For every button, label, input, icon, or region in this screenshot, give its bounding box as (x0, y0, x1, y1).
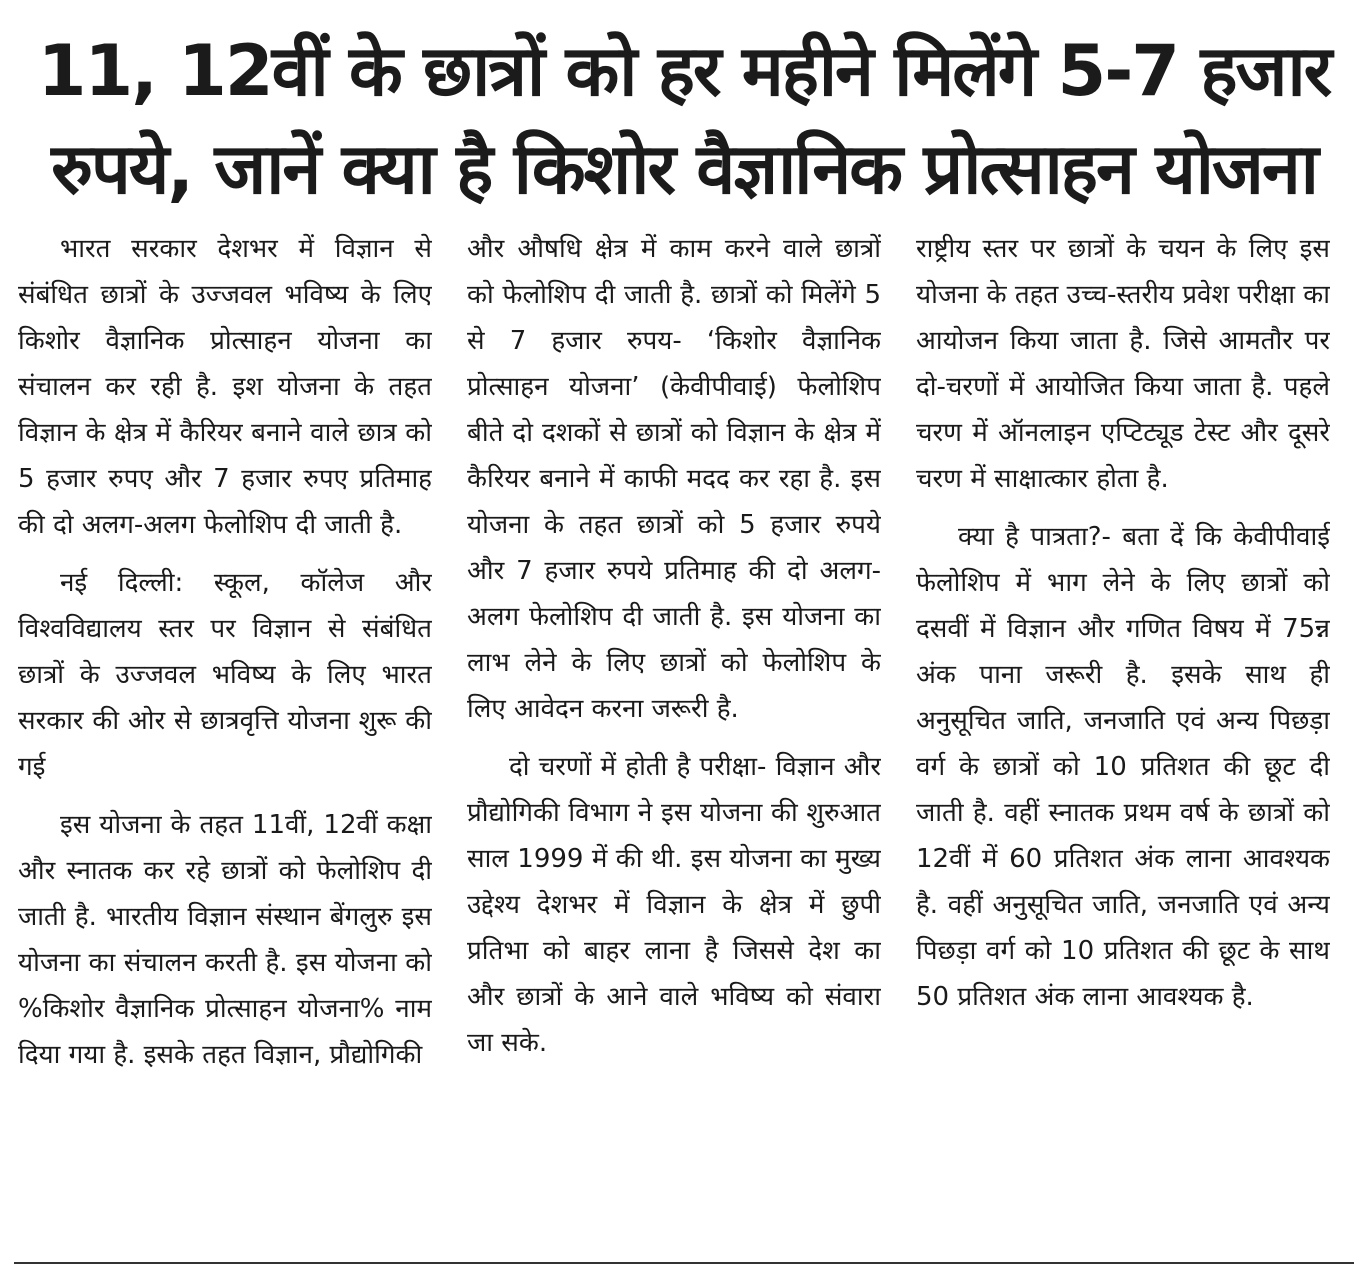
headline (0, 22, 1368, 218)
article-column-2 (467, 226, 881, 1256)
column-2-paragraph-1: और औषधि क्षेत्र में काम करने वाले छात्रों को फेलोशिप दी जाती है. छात्रों को मिलेंगे 5 से 7 हजार रुपय- ‘किशोर वैज्ञानिक प्रोत्साहन योजना’ (केवीपीवाई) फेलोशिप बीते दो दशकों से छात्रों को विज्ञान के क्षेत्र में कैरियर बनाने में काफी मदद कर रहा है. इस योजना के तहत छात्रों को 5 हजार रुपये और 7 हजार रुपये प्रतिमाह की दो अलग-अलग फेलोशिप दी जाती है. इस योजना का लाभ लेने के लिए छात्रों को फेलोशिप के लिए आवेदन करना जरूरी है. (467, 234, 881, 724)
column-1-paragraph-2: नई दिल्ली: स्कूल, कॉलेज और विश्वविद्यालय स्तर पर विज्ञान से संबंधित छात्रों के उज्जवल भविष्य के लिए भारत सरकार की ओर से छात्रवृत्ति योजना शुरू की गई (18, 568, 432, 782)
article-column-1 (18, 226, 432, 1256)
headline-line-1: 11, 12वीं के छात्रों को हर महीने मिलेंगे 5-7 हजार (37, 30, 1331, 112)
column-3-paragraph-1: राष्ट्रीय स्तर पर छात्रों के चयन के लिए इस योजना के तहत उच्च-स्तरीय प्रवेश परीक्षा का आयोजन किया जाता है. जिसे आमतौर पर दो-चरणों में आयोजित किया जाता है. पहले चरण में ऑनलाइन एप्टिट्यूड टेस्ट और दूसरे चरण में साक्षात्कार होता है. (916, 234, 1330, 494)
column-1-paragraph-3: इस योजना के तहत 11वीं, 12वीं कक्षा और स्नातक कर रहे छात्रों को फेलोशिप दी जाती है. भारतीय विज्ञान संस्थान बेंगलुरु इस योजना का संचालन करती है. इस योजना को %किशोर वैज्ञानिक प्रोत्साहन योजना% नाम दिया गया है. इसके तहत विज्ञान, प्रौद्योगिकी (18, 810, 432, 1070)
article-column-3 (916, 226, 1330, 1256)
column-3-paragraph-2: क्या है पात्रता?- बता दें कि केवीपीवाई फेलोशिप में भाग लेने के लिए छात्रों को दसवीं में विज्ञान और गणित विषय में 75न्न अंक पाना जरूरी है. इसके साथ ही अनुसूचित जाति, जनजाति एवं अन्य पिछड़ा वर्ग के छात्रों को 10 प्रतिशत की छूट दी जाती है. वहीं स्नातक प्रथम वर्ष के छात्रों को 12वीं में 60 प्रतिशत अंक लाना आवश्यक है. वहीं अनुसूचित जाति, जनजाति एवं अन्य पिछड़ा वर्ग को 10 प्रतिशत की छूट के साथ 50 प्रतिशत अंक लाना आवश्यक है. (916, 522, 1330, 1012)
column-2-paragraph-2: दो चरणों में होती है परीक्षा- विज्ञान और प्रौद्योगिकी विभाग ने इस योजना की शुरुआत साल 1999 में की थी. इस योजना का मुख्य उद्देश्य देशभर में विज्ञान के क्षेत्र में छुपी प्रतिभा को बाहर लाना है जिससे देश का और छात्रों के आने वाले भविष्य को संवारा जा सके. (467, 752, 881, 1058)
column-1-paragraph-1: भारत सरकार देशभर में विज्ञान से संबंधित छात्रों के उज्जवल भविष्य के लिए किशोर वैज्ञानिक प्रोत्साहन योजना का संचालन कर रही है. इश योजना के तहत विज्ञान के क्षेत्र में कैरियर बनाने वाले छात्र को 5 हजार रुपए और 7 हजार रुपए प्रतिमाह की दो अलग-अलग फेलोशिप दी जाती है. (18, 234, 432, 540)
article-body (18, 226, 1330, 1256)
bottom-divider (14, 1262, 1354, 1264)
headline-line-2: रुपये, जानें क्या है किशोर वैज्ञानिक प्रोत्साहन योजना (51, 128, 1317, 210)
